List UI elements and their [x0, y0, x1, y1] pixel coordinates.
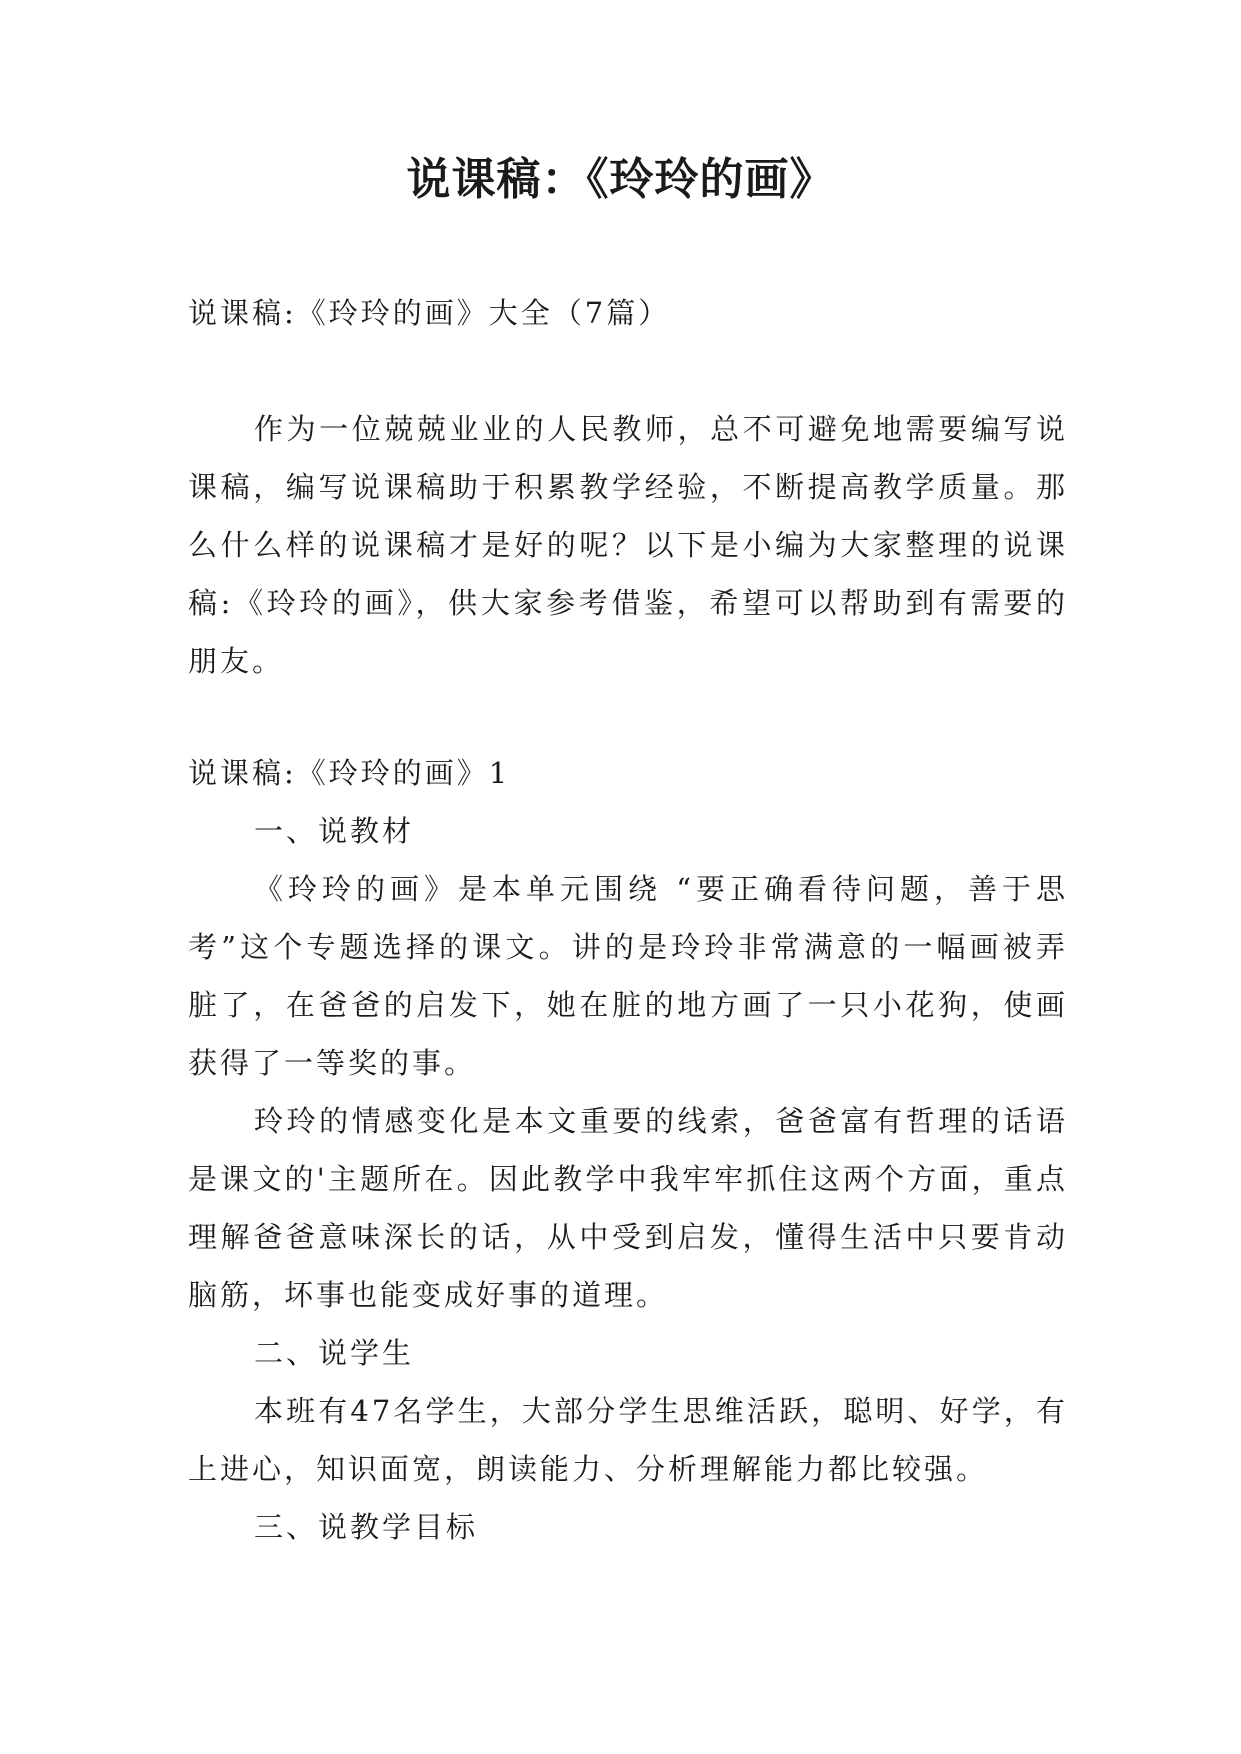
heading-teaching-material: 一、说教材: [254, 814, 415, 848]
paragraph-students: 本班有47名学生，大部分学生思维活跃，聪明、好学，有上进心，知识面宽，朗读能力、分析理解能力都比较强。: [188, 1394, 1068, 1486]
heading-teaching-goals: 三、说教学目标: [254, 1510, 479, 1544]
paragraph-teaching-material: 《玲玲的画》是本单元围绕 “要正确看待问题，善于思考”这个专题选择的课文。讲的是玲玲非常满意的一幅画被弄脏了，在爸爸的启发下，她在脏的地方画了一只小花狗，使画获得了一等奖的事。: [188, 872, 1068, 1080]
intro-paragraph: 作为一位兢兢业业的人民教师，总不可避免地需要编写说课稿，编写说课稿助于积累教学经验，不断提高教学质量。那么什么样的说课稿才是好的呢？以下是小编为大家整理的说课稿:《玲玲的画》，供大家参考借鉴，希望可以帮助到有需要的朋友。: [188, 412, 1068, 678]
document-title: 说课稿：《玲玲的画》: [406, 154, 835, 205]
section-title: 说课稿:《玲玲的画》1: [188, 756, 511, 790]
heading-students: 二、说学生: [254, 1336, 415, 1370]
document-subtitle: 说课稿:《玲玲的画》大全（7篇）: [188, 296, 671, 330]
paragraph-theme: 玲玲的情感变化是本文重要的线索，爸爸富有哲理的话语是课文的'主题所在。因此教学中我牢牢抓住这两个方面，重点理解爸爸意味深长的话，从中受到启发，懂得生活中只要肯动脑筋，坏事也能变成好事的道理。: [188, 1104, 1068, 1312]
lesson-section: [188, 744, 1068, 1556]
